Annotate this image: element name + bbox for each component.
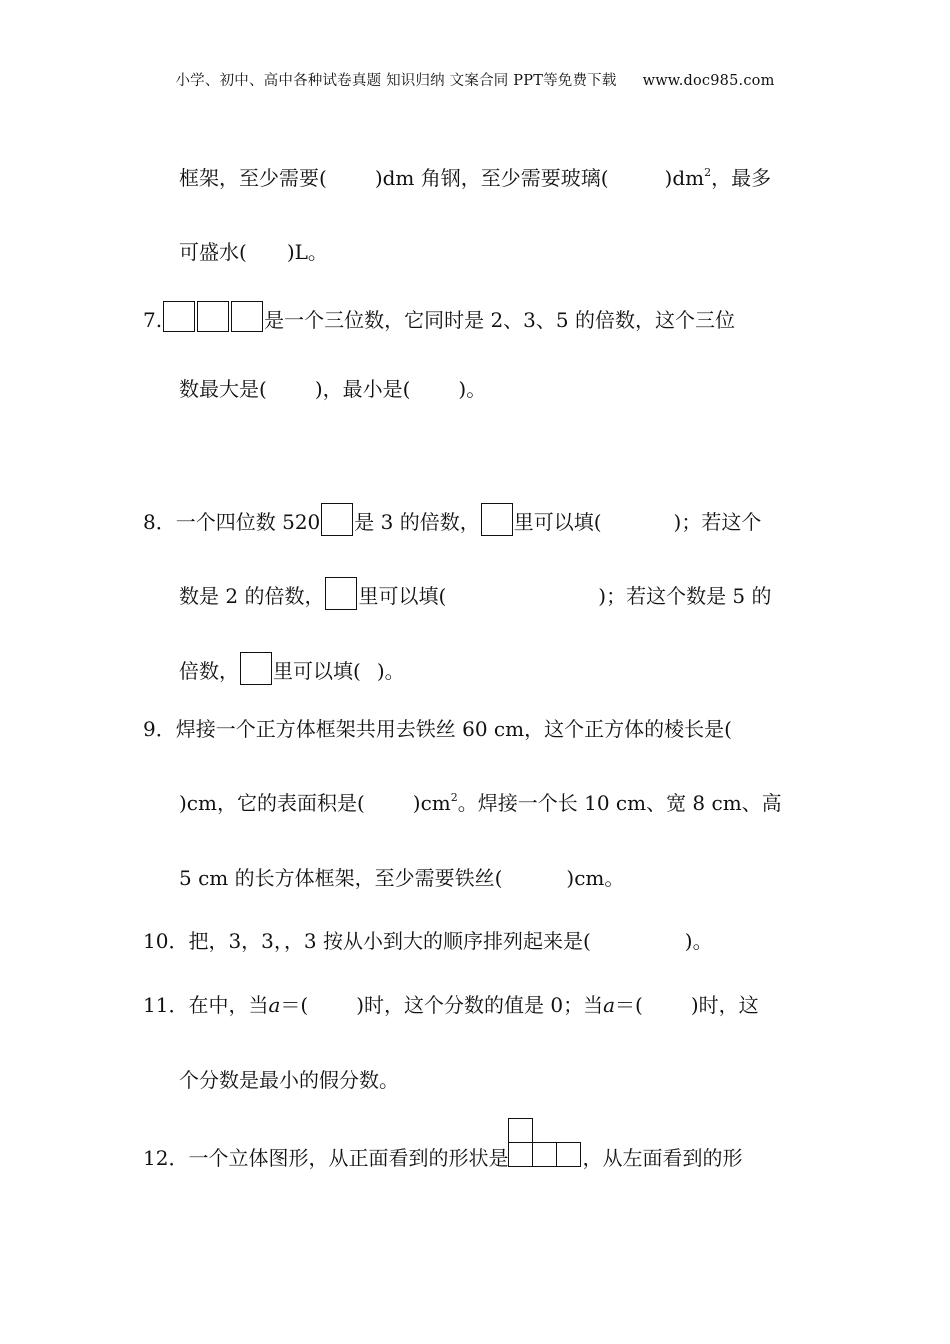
q6-line-1 [179,165,771,191]
digit-box[interactable] [325,577,357,610]
q6-text: )dm [664,166,705,190]
q8-text: 倍数， [179,659,239,683]
page-header [0,69,950,90]
q7-text: )，最小是( [314,377,411,401]
q9-text: )cm [412,791,451,815]
q6-text: )L。 [286,240,328,264]
q11-line-1 [143,992,759,1018]
q6-text: )dm 角钢，至少需要玻璃( [374,166,609,190]
q8-text: )。 [376,659,405,683]
q11-text: )时，这 [690,993,759,1017]
q11-text: )时，这个分数的值是 0；当 [356,993,604,1017]
question-number: 11． [143,993,189,1017]
q8-text: 里可以填( [358,584,447,608]
figure-cell [556,1142,581,1167]
q9-text: 。焊接一个长 10 cm、宽 8 cm、高 [457,791,782,815]
superscript: 2 [704,166,712,179]
q8-text: 里可以填( [513,510,602,534]
q12-text: 一个立体图形，从正面看到的形状是 [188,1146,509,1170]
q8-text: 里可以填( [273,659,361,683]
figure-cell [508,1118,533,1143]
q9-text: 焊接一个正方体框架共用去铁丝 60 cm，这个正方体的棱长是( [175,717,732,741]
digit-box[interactable] [231,301,263,332]
q7-text: 数最大是( [179,377,267,401]
q6-text: 可盛水( [179,240,247,264]
q11-text: ＝( [615,993,643,1017]
variable-a: a [603,993,616,1017]
digit-box[interactable] [481,503,513,536]
digit-box[interactable] [197,301,229,332]
q10-text: )。 [684,929,713,953]
digit-box[interactable] [163,301,195,332]
q9-text: )cm，它的表面积是( [179,791,365,815]
q9-text: 5 cm 的长方体框架，至少需要铁丝( [179,866,503,890]
header-text: 小学、初中、高中各种试卷真题 知识归纳 文案合同 PPT等免费下载 [175,73,617,89]
digit-box[interactable] [240,652,272,685]
q11-line-2 [179,1067,399,1093]
q8-line-2 [179,577,772,610]
q8-text: )；若这个数是 5 的 [598,584,772,608]
figure-cell [508,1142,533,1167]
figure-cell [532,1142,557,1167]
q6-line-2 [179,239,328,265]
q8-text: 是 3 的倍数， [354,510,480,534]
q9-line-2 [179,790,782,816]
q9-line-3 [179,865,624,891]
variable-a: a [268,993,281,1017]
superscript: 2 [450,791,458,804]
q6-text: 框架，至少需要( [179,166,327,190]
q7-line-1 [143,301,735,333]
q8-text: 一个四位数 520 [175,510,321,534]
q8-text: 数是 2 的倍数， [179,584,325,608]
q12-text: ，从左面看到的形 [582,1146,743,1170]
question-number: 9． [143,717,176,741]
q9-line-1 [143,716,732,742]
q9-text: )cm。 [566,866,625,890]
q12-line-1 [143,1142,742,1171]
front-view-figure [508,1142,582,1168]
q11-text: 个分数是最小的假分数。 [179,1068,399,1092]
q6-text: ，最多 [711,166,772,190]
header-site[interactable]: www.doc985.com [642,73,775,89]
q10-text: 把，3，3，，3 按从小到大的顺序排列起来是( [188,929,591,953]
q8-line-3 [179,652,405,685]
q7-text: )。 [458,377,487,401]
q8-line-1 [143,503,761,536]
digit-box[interactable] [321,503,353,536]
question-number: 12． [143,1146,189,1170]
q10-line-1 [143,928,713,954]
question-number: 7. [143,308,163,332]
q11-text: ＝( [280,993,309,1017]
q11-text: 在中，当 [188,993,269,1017]
q8-text: )；若这个 [673,510,762,534]
q7-text: 是一个三位数，它同时是 2、3、5 的倍数，这个三位 [264,308,735,332]
question-number: 8． [143,510,176,534]
q7-line-2 [179,376,486,402]
question-number: 10． [143,929,189,953]
